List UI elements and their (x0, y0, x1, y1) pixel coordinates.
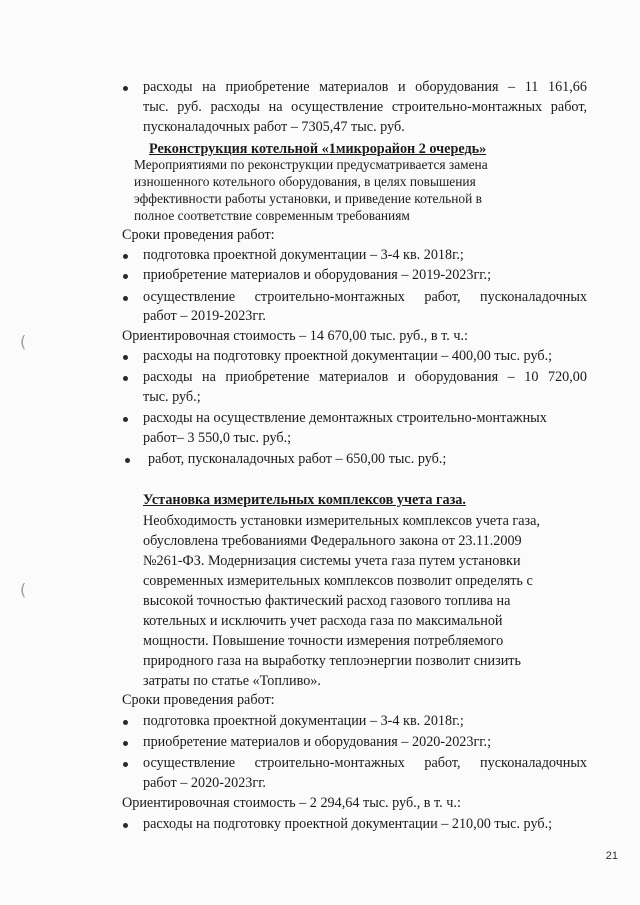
list-item: приобретение материалов и оборудования – 2019-2023гг.; (143, 267, 492, 283)
list-item: расходы на подготовку проектной документации – 210,00 тыс. руб.; (143, 816, 553, 832)
list-item: работ – 2019-2023гг. (143, 308, 266, 324)
list-item: работ– 3 550,0 тыс. руб.; (143, 430, 292, 446)
description-line: эффективности работы установки, и приведение котельной в (134, 191, 482, 206)
description-line: изношенного котельного оборудования, в целях повышения (134, 174, 476, 189)
bullet-icon (123, 376, 128, 381)
bullet-icon (123, 254, 128, 259)
bullet-icon (123, 296, 128, 301)
terms-label: Сроки проведения работ: (122, 227, 275, 243)
list-item: тыс. руб.; (143, 389, 201, 405)
list-item: подготовка проектной документации – 3-4 кв. 2018г.; (143, 247, 464, 263)
cost-label: Ориентировочная стоимость – 2 294,64 тыс. руб., в т. ч.: (122, 795, 461, 811)
bullet-icon (123, 720, 128, 725)
list-item: осуществление строительно-монтажных работ, пусконаладочных (143, 755, 587, 771)
list-item: расходы на осуществление демонтажных строительно-монтажных (143, 410, 547, 426)
description-line: Необходимость установки измерительных комплексов учета газа, (143, 513, 540, 529)
bullet-icon (123, 741, 128, 746)
list-item: приобретение материалов и оборудования – 2020-2023гг.; (143, 734, 492, 750)
margin-mark: ( (20, 580, 27, 599)
description-line: природного газа на выработку теплоэнергии позволит снизить (143, 653, 521, 669)
list-item: работ – 2020-2023гг. (143, 775, 266, 791)
section-heading: Установка измерительных комплексов учета газа. (143, 492, 466, 508)
bullet-icon (123, 355, 128, 360)
bullet-icon (125, 458, 130, 463)
paragraph-line: расходы на приобретение материалов и оборудования – 11 161,66 (143, 79, 587, 95)
bullet-icon (123, 274, 128, 279)
list-item: расходы на подготовку проектной документации – 400,00 тыс. руб.; (143, 348, 553, 364)
list-item: расходы на приобретение материалов и оборудования – 10 720,00 (143, 369, 587, 385)
description-line: полное соответствие современным требованиям (134, 208, 410, 223)
paragraph-line: тыс. руб. расходы на осуществление строительно-монтажных работ, (143, 99, 587, 115)
description-line: обусловлена требованиями Федерального закона от 23.11.2009 (143, 533, 522, 549)
description-line: затраты по статье «Топливо». (143, 673, 321, 689)
description-line: высокой точностью фактический расход газового топлива на (143, 593, 511, 609)
description-line: Мероприятиями по реконструкции предусматривается замена (134, 157, 488, 172)
bullet-icon (123, 86, 128, 91)
bullet-icon (123, 823, 128, 828)
description-line: современных измерительных комплексов позволит определять с (143, 573, 533, 589)
list-item: подготовка проектной документации – 3-4 кв. 2018г.; (143, 713, 464, 729)
margin-mark: ( (20, 332, 27, 351)
bullet-icon (123, 417, 128, 422)
page-number: 21 (605, 850, 618, 862)
cost-label: Ориентировочная стоимость – 14 670,00 тыс. руб., в т. ч.: (122, 328, 468, 344)
section-heading: Реконструкция котельной «1микрорайон 2 очередь» (149, 141, 487, 157)
bullet-icon (123, 762, 128, 767)
paragraph-line: пусконаладочных работ – 7305,47 тыс. руб. (143, 119, 405, 135)
description-line: котельных и исключить учет расхода газа по максимальной (143, 613, 503, 629)
list-item: работ, пусконаладочных работ – 650,00 тыс. руб.; (148, 451, 447, 467)
description-line: мощности. Повышение точности измерения потребляемого (143, 633, 504, 649)
terms-label: Сроки проведения работ: (122, 692, 275, 708)
description-line: №261-ФЗ. Модернизация системы учета газа путем установки (143, 553, 521, 569)
list-item: осуществление строительно-монтажных работ, пусконаладочных (143, 289, 587, 305)
